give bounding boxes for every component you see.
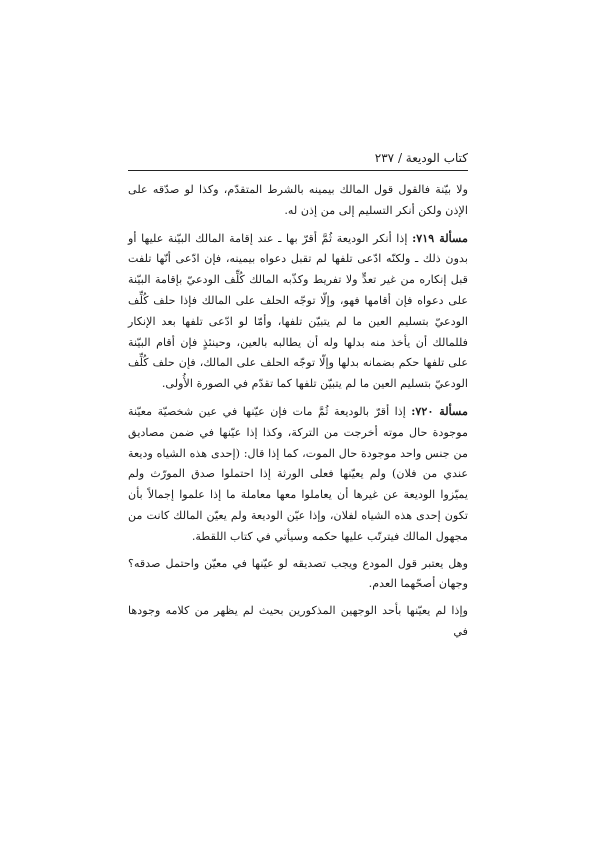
issue-heading: مسألة ٧٢٠:: [411, 403, 469, 418]
paragraph-question: [128, 554, 468, 596]
issue-heading: مسألة ٧١٩:: [412, 230, 468, 245]
issue-720: [128, 401, 468, 548]
paragraph-final: [128, 601, 468, 643]
header-rule: [128, 170, 468, 171]
paragraph-text: ولا بيّنة فالقول قول المالك بيمينه بالشرط المتقدّم، وكذا لو صدّقه على الإذن ولكن أنكر التسليم إلى من إذن له.: [128, 183, 468, 217]
running-header: كتاب الوديعة / ٢٣٧: [374, 151, 468, 165]
paragraph-text: إذا أقرّ بالوديعة ثُمَّ مات فإن عيّنها في عين شخصيّة معيّنة موجودة حال موته أخرجت من التركة، وكذا إذا عيّنها في ضمن مصاديق من جنس واحد موجودة حال الموت، كما إذا قال: (إحدى هذه الشياه وديعة عندي من فلان) ولم يعيّنها فعلى الورثة إذا احتملوا صدق المورّث ولم يميّزوا الوديعة عن غيرها أن يعاملوا معها معاملة ما إذا علموا إجمالاً بأن تكون إحدى هذه الشياه لفلان، وإذا عيّن الوديعة ولم يعيّن المالك كانت من مجهول المالك فيترتّب عليها حكمه وسيأتي في كتاب اللقطة.: [128, 404, 468, 543]
page-body: [128, 180, 468, 643]
paragraph-text: وإذا لم يعيّنها بأحد الوجهين المذكورين بحيث لم يظهر من كلامه وجودها في: [128, 604, 468, 638]
paragraph-text: وهل يعتبر قول المودع ويجب تصديقه لو عيّنها في معيّن واحتمل صدقه؟ وجهان أصحّهما العدم.: [128, 556, 468, 591]
issue-719: [128, 228, 468, 395]
paragraph-text: إذا أنكر الوديعة ثُمَّ أقرّ بها ـ عند إقامة المالك البيّنة عليها أو بدون ذلك ـ ولكنّه ادّعى تلفها لم تقبل دعواه بيمينه، فإن ادّعى أنّها تلفت قبل إنكاره من غير تعدٍّ ولا تفريط وكذّبه المالك كُلِّف الودعيّ بإقامة البيّنة على دعواه فإن أقامها فهو، وإلّا توجّه الحلف على المالك فإذا حلف كُلِّف الودعيّ بتسليم العين ما لم يتبيّن تلفها، وأمّا لو ادّعى تلفها بعد الإنكار فللمالك أن يأخذ منه بدلها وله أن يطالبه بالعين، وحينئذٍ فإن أقام البيّنة على تلفها حكم بضمانه بدلها وإلّا توجّه الحلف على المالك، فإن حلف كُلِّف الودعيّ بتسليم العين ما لم يتبيّن تلفها كما تقدّم في الصورة الأُولى.: [128, 231, 468, 391]
paragraph-continuation: [128, 180, 468, 222]
